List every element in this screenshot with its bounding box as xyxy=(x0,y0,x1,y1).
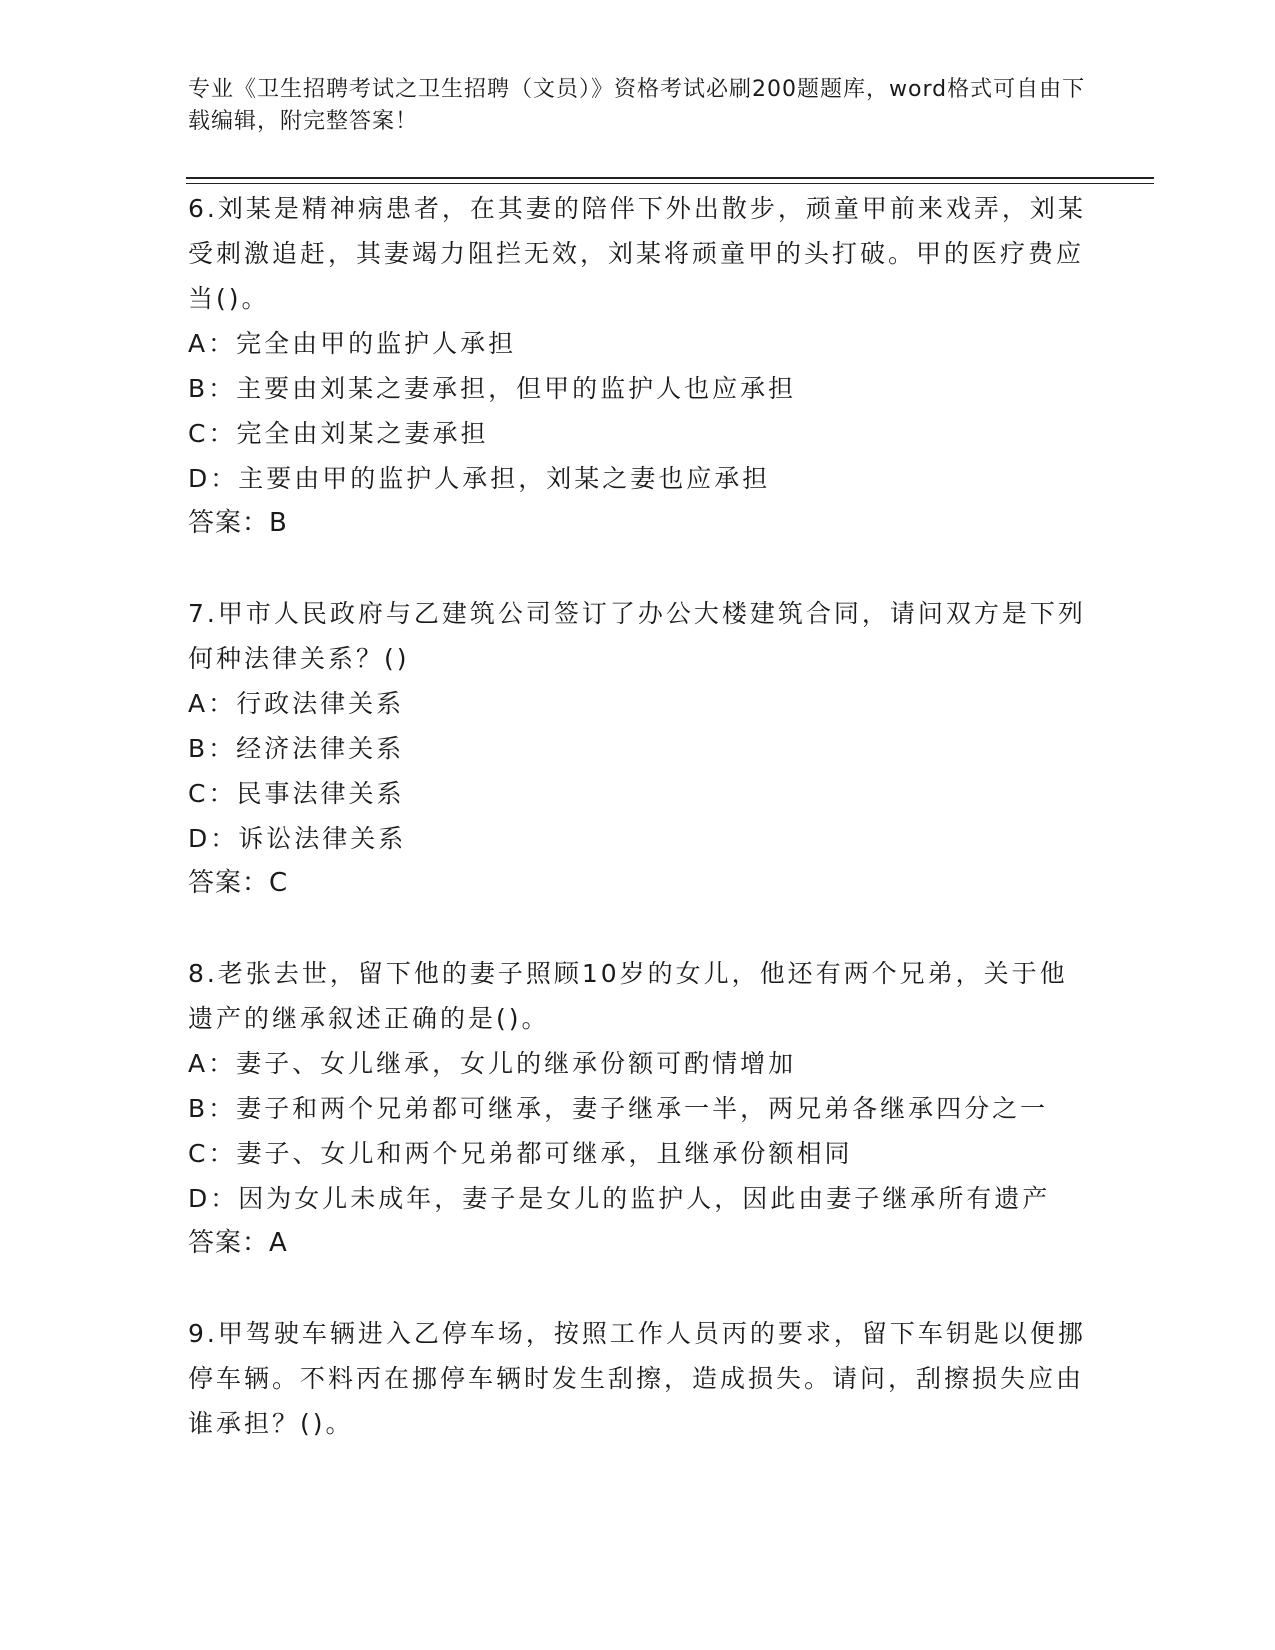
question-9 xyxy=(188,1311,1088,1446)
option-c: C：完全由刘某之妻承担 xyxy=(188,419,489,448)
option-d: D：诉讼法律关系 xyxy=(188,824,407,853)
question-6 xyxy=(188,186,1088,546)
question-spacer xyxy=(188,546,1088,591)
option-d: D：主要由甲的监护人承担，刘某之妻也应承担 xyxy=(188,464,771,493)
option-a: A：完全由甲的监护人承担 xyxy=(188,329,517,358)
option-c: C：民事法律关系 xyxy=(188,779,405,808)
document-header: 专业《卫生招聘考试之卫生招聘（文员）》资格考试必刷200题题库，word格式可自由下载编辑，附完整答案！ xyxy=(188,77,1086,134)
option-a: A：妻子、女儿继承，女儿的继承份额可酌情增加 xyxy=(188,1049,797,1078)
option-d: D：因为女儿未成年，妻子是女儿的监护人，因此由妻子继承所有遗产 xyxy=(188,1184,1051,1213)
question-stem: 8.老张去世，留下他的妻子照顾10岁的女儿，他还有两个兄弟，关于他遗产的继承叙述正确的是()。 xyxy=(188,959,1068,1033)
question-7 xyxy=(188,591,1088,906)
answer-line: 答案：B xyxy=(188,508,288,538)
question-stem: 6.刘某是精神病患者，在其妻的陪伴下外出散步，顽童甲前来戏弄，刘某受刺激追赶，其妻竭力阻拦无效，刘某将顽童甲的头打破。甲的医疗费应当()。 xyxy=(188,194,1086,313)
option-b: B：经济法律关系 xyxy=(188,734,405,763)
answer-line: 答案：C xyxy=(188,868,289,898)
question-spacer xyxy=(188,906,1088,951)
option-b: B：主要由刘某之妻承担，但甲的监护人也应承担 xyxy=(188,374,797,403)
question-8 xyxy=(188,951,1088,1266)
header-rule-thin xyxy=(186,183,1154,184)
question-stem: 9.甲驾驶车辆进入乙停车场，按照工作人员丙的要求，留下车钥匙以便挪停车辆。不料丙在挪停车辆时发生刮擦，造成损失。请问，刮擦损失应由谁承担？()。 xyxy=(188,1319,1086,1438)
option-b: B：妻子和两个兄弟都可继承，妻子继承一半，两兄弟各继承四分之一 xyxy=(188,1094,1049,1123)
header-rule-thick xyxy=(186,177,1154,179)
question-list xyxy=(188,186,1088,1446)
option-a: A：行政法律关系 xyxy=(188,689,405,718)
question-spacer xyxy=(188,1266,1088,1311)
answer-line: 答案：A xyxy=(188,1228,288,1258)
question-stem: 7.甲市人民政府与乙建筑公司签订了办公大楼建筑合同，请问双方是下列何种法律关系？() xyxy=(188,599,1086,673)
option-c: C：妻子、女儿和两个兄弟都可继承，且继承份额相同 xyxy=(188,1139,853,1168)
